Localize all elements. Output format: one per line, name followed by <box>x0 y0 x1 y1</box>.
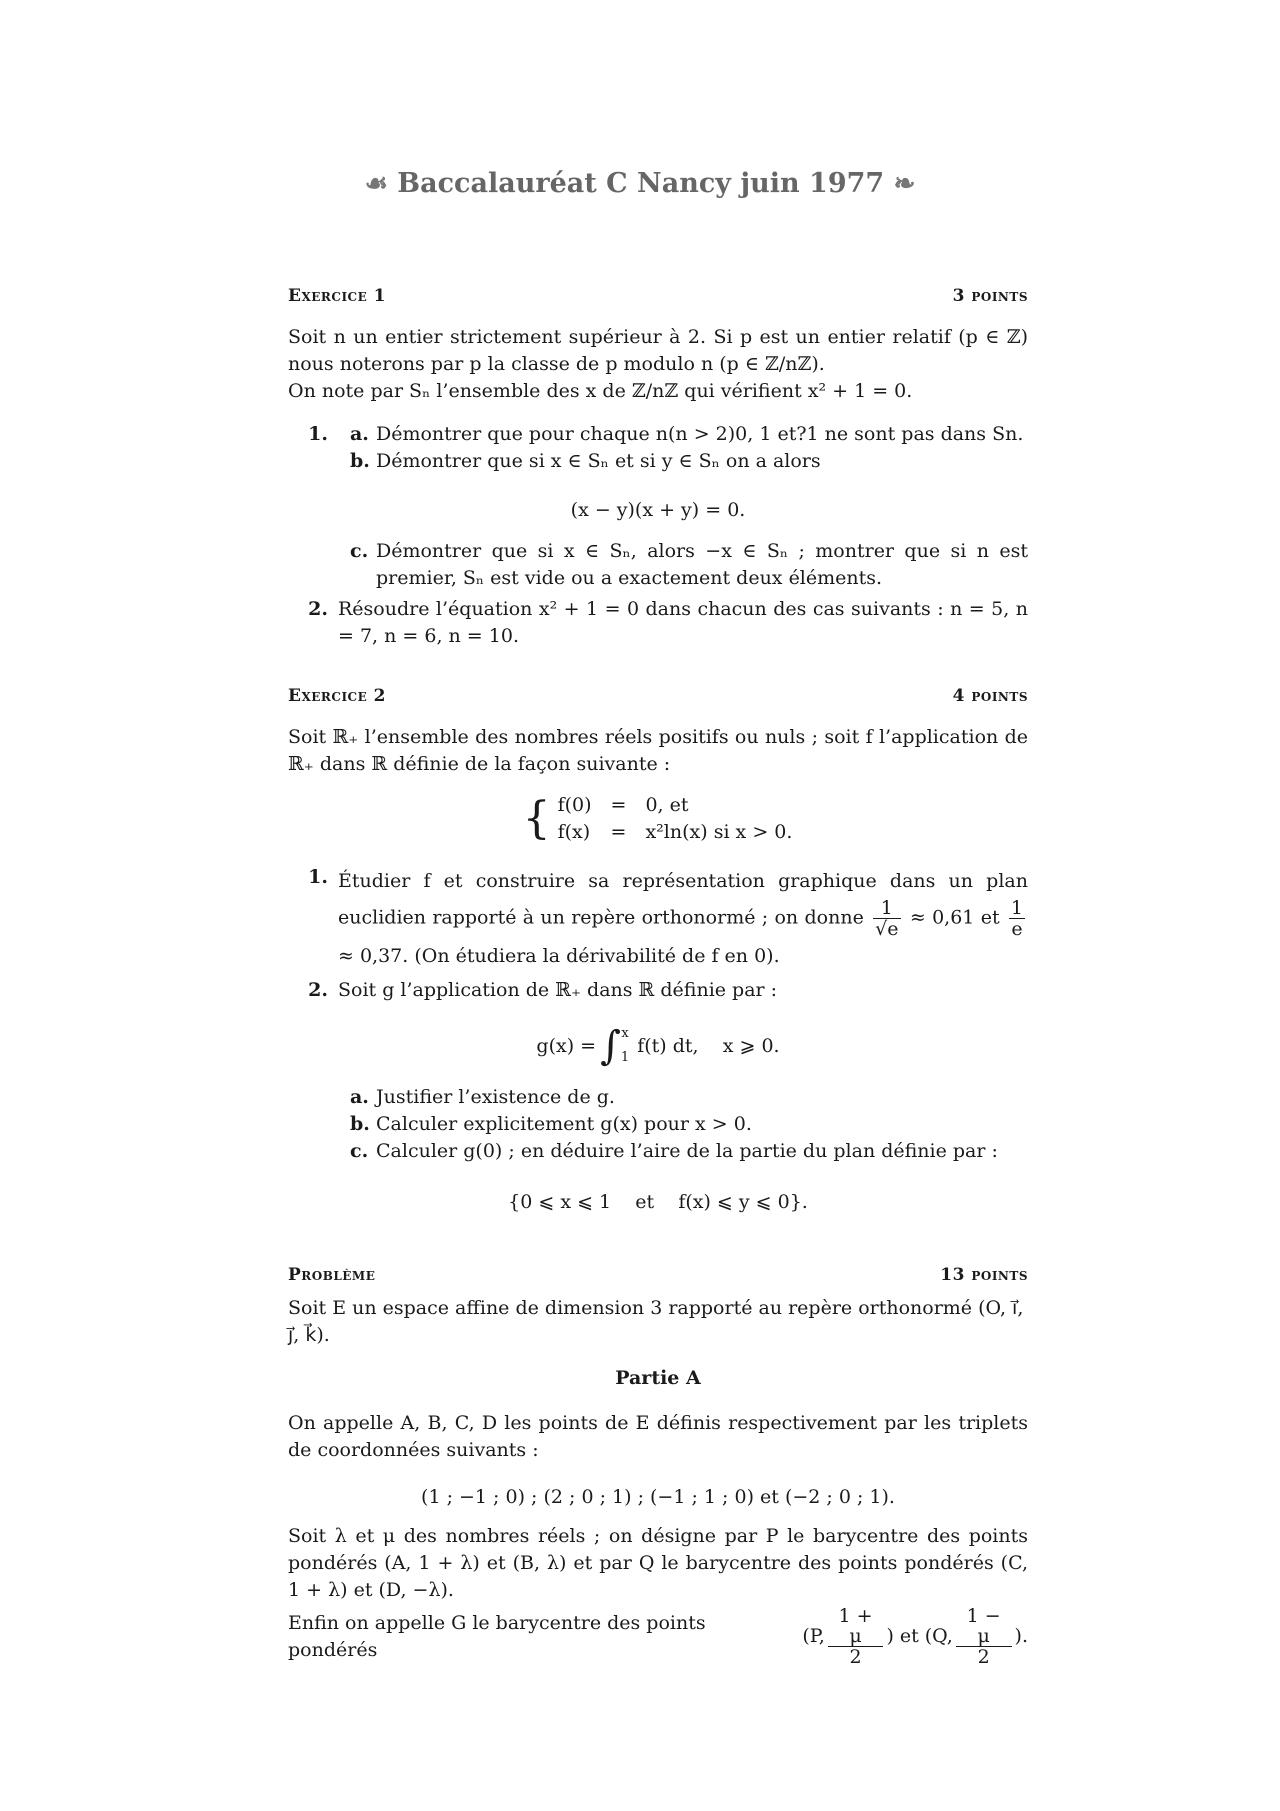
exercise-1 <box>288 283 1028 650</box>
ex2-q1-body <box>338 864 1028 973</box>
frac-mu1-denominator: 2 <box>849 1646 862 1668</box>
ex1-q1b-label: b. <box>350 450 370 472</box>
frac2-denominator: e <box>1011 918 1023 940</box>
exercise-1-title: Exercice 1 <box>288 286 386 306</box>
frac-mu2-denominator: 2 <box>977 1646 990 1668</box>
ex1-question-1 <box>288 421 1028 475</box>
exercise-1-intro-2: On note par Sₙ l’ensemble des x de ℤ/nℤ qui vérifient x² + 1 = 0. <box>288 380 913 402</box>
sys-l2-lhs: f(x) <box>557 821 591 843</box>
ex2-q2c-label: c. <box>350 1140 369 1162</box>
ex1-q1b-equation: (x − y)(x + y) = 0. <box>570 499 746 521</box>
document-title <box>0 168 1280 199</box>
p3-point-q: (Q, <box>924 1625 953 1647</box>
part-a-p3 <box>288 1606 1028 1667</box>
problem-intro: Soit E un espace affine de dimension 3 rapporté au repère orthonormé (O, i⃗, j⃗, k⃗). <box>288 1297 1024 1346</box>
p3-point-p: (P, <box>802 1625 825 1647</box>
ex2-q1-text: Étudier f et construire sa représentation graphique dans un plan euclidien rapporté à un repère orthonormé ; on donne <box>338 870 1028 929</box>
frac1-denominator: √e <box>875 918 899 940</box>
part-a-p3-text: Enfin on appelle G le barycentre des points pondérés <box>288 1611 706 1661</box>
ex1-question-2 <box>288 596 1028 650</box>
ex1-q1a-label: a. <box>350 423 369 445</box>
fraction-1-plus-mu <box>828 1606 884 1667</box>
exercise-1-header <box>288 283 1028 310</box>
exercise-2-points: 4 points <box>952 686 1028 706</box>
ex2-q2a-text: Justifier l’existence de g. <box>376 1086 615 1108</box>
ex2-q2-text: Soit g l’application de ℝ₊ dans ℝ définie par : <box>338 979 778 1001</box>
frac-mu1-numerator: 1 + μ <box>828 1606 884 1647</box>
problem-header <box>288 1262 1028 1289</box>
sys-l1-rhs: 0, et <box>645 794 689 816</box>
ex1-q2-number: 2. <box>308 598 328 620</box>
ex2-definition-system <box>288 792 1028 846</box>
ex1-q1c-text: Démontrer que si x ∈ Sₙ, alors −x ∈ Sₙ ; montrer que si n est premier, Sₙ est vide ou a exactement deux éléments. <box>376 540 1028 589</box>
p3-close-2: ). <box>1014 1625 1028 1647</box>
exercise-2-intro: Soit ℝ₊ l’ensemble des nombres réels positifs ou nuls ; soit f l’application de ℝ₊ dans ℝ définie de la façon suivante : <box>288 726 1028 775</box>
frac2-numerator: 1 <box>1010 897 1023 919</box>
ex2-q2b-text: Calculer explicitement g(x) pour x > 0. <box>376 1113 752 1135</box>
fraction-1-over-sqrt-e <box>873 898 900 939</box>
ex1-q2-text: Résoudre l’équation x² + 1 = 0 dans chacun des cas suivants : n = 5, n = 7, n = 6, n = 10. <box>338 598 1028 647</box>
ex2-q1-value-1: ≈ 0,61 et <box>909 906 1000 929</box>
exercise-1-points: 3 points <box>952 286 1028 306</box>
ornament-right-icon: ❧ <box>893 169 916 199</box>
ex2-system-table <box>557 792 794 846</box>
ex2-q2b-label: b. <box>350 1113 370 1135</box>
fraction-1-over-e <box>1009 898 1025 939</box>
problem-points: 13 points <box>940 1265 1028 1285</box>
integral-lower-bound: 1 <box>620 1050 630 1065</box>
ex2-q2a-label: a. <box>350 1086 369 1108</box>
exercise-1-intro: Soit n un entier strictement supérieur à 2. Si p est un entier relatif (p ∈ ℤ) nous noterons par p la classe de p modulo n (p ∈ ℤ/nℤ). <box>288 326 1028 375</box>
sys-l1-lhs: f(0) <box>557 794 592 816</box>
left-brace-icon: { <box>522 793 551 844</box>
frac-mu2-numerator: 1 − μ <box>956 1606 1012 1647</box>
ex2-q2b <box>338 1111 1028 1138</box>
integral-upper-bound: x <box>621 1026 629 1041</box>
integral-sign-icon: ∫ <box>600 1023 621 1069</box>
ex2-integral-equation <box>288 1022 1028 1070</box>
part-a-p1: On appelle A, B, C, D les points de E définis respectivement par les triplets de coordonnées suivants : <box>288 1412 1028 1461</box>
sys-l2-rhs: x²ln(x) si x > 0. <box>645 821 793 843</box>
ex2-q2c <box>338 1138 1028 1165</box>
p3-et: et <box>899 1625 919 1647</box>
integral-lhs: g(x) = <box>536 1034 597 1057</box>
exercise-2-title: Exercice 2 <box>288 686 386 706</box>
p3-close-1: ) <box>886 1625 894 1647</box>
integral-rhs: f(t) dt, x ⩾ 0. <box>637 1034 780 1057</box>
exercise-2 <box>288 683 1028 1216</box>
sys-l2-eq: = <box>610 821 627 843</box>
part-a-coordinates: (1 ; −1 ; 0) ; (2 ; 0 ; 1) ; (−1 ; 1 ; 0) et (−2 ; 0 ; 1). <box>421 1486 895 1508</box>
ex2-q1-number: 1. <box>308 866 328 888</box>
ex1-q1a-text: Démontrer que pour chaque n(n > 2)0, 1 et?1 ne sont pas dans Sn. <box>376 423 1024 445</box>
frac1-numerator: 1 <box>873 898 900 919</box>
ex1-q1b <box>338 448 1028 475</box>
part-a-p2: Soit λ et μ des nombres réels ; on désigne par P le barycentre des points pondérés (A, 1 + λ) et (B, λ) et par Q le barycentre des points pondérés (C, 1 + λ) et (D, −λ). <box>288 1525 1028 1601</box>
ex2-q2a <box>338 1084 1028 1111</box>
ex2-q2-number: 2. <box>308 979 328 1001</box>
fraction-1-minus-mu <box>956 1606 1012 1667</box>
integral-bounds <box>621 1022 629 1070</box>
ex2-question-1 <box>288 864 1028 973</box>
ex1-q1c-label: c. <box>350 540 369 562</box>
title-text: Baccalauréat C Nancy juin 1977 <box>397 168 885 199</box>
ex2-q1-value-2: ≈ 0,37. (On étudiera la dérivabilité de f en 0). <box>338 945 780 967</box>
ornament-left-icon: ☙ <box>364 169 388 199</box>
ex1-q1c <box>338 538 1028 592</box>
ex1-q1a <box>338 421 1028 448</box>
ex1-q1b-text: Démontrer que si x ∈ Sₙ et si y ∈ Sₙ on a alors <box>376 450 821 472</box>
ex2-q2c-text: Calculer g(0) ; en déduire l’aire de la partie du plan définie par : <box>376 1140 998 1162</box>
sys-l1-eq: = <box>610 794 627 816</box>
problem-title: Problème <box>288 1265 376 1285</box>
ex2-question-2 <box>288 977 1028 1004</box>
part-a-heading: Partie A <box>615 1367 701 1389</box>
ex2-q2c-set: {0 ⩽ x ⩽ 1 et f(x) ⩽ y ⩽ 0}. <box>508 1191 808 1213</box>
problem <box>288 1262 1028 1667</box>
ex1-q1-number: 1. <box>308 423 328 445</box>
exercise-2-header <box>288 683 1028 710</box>
